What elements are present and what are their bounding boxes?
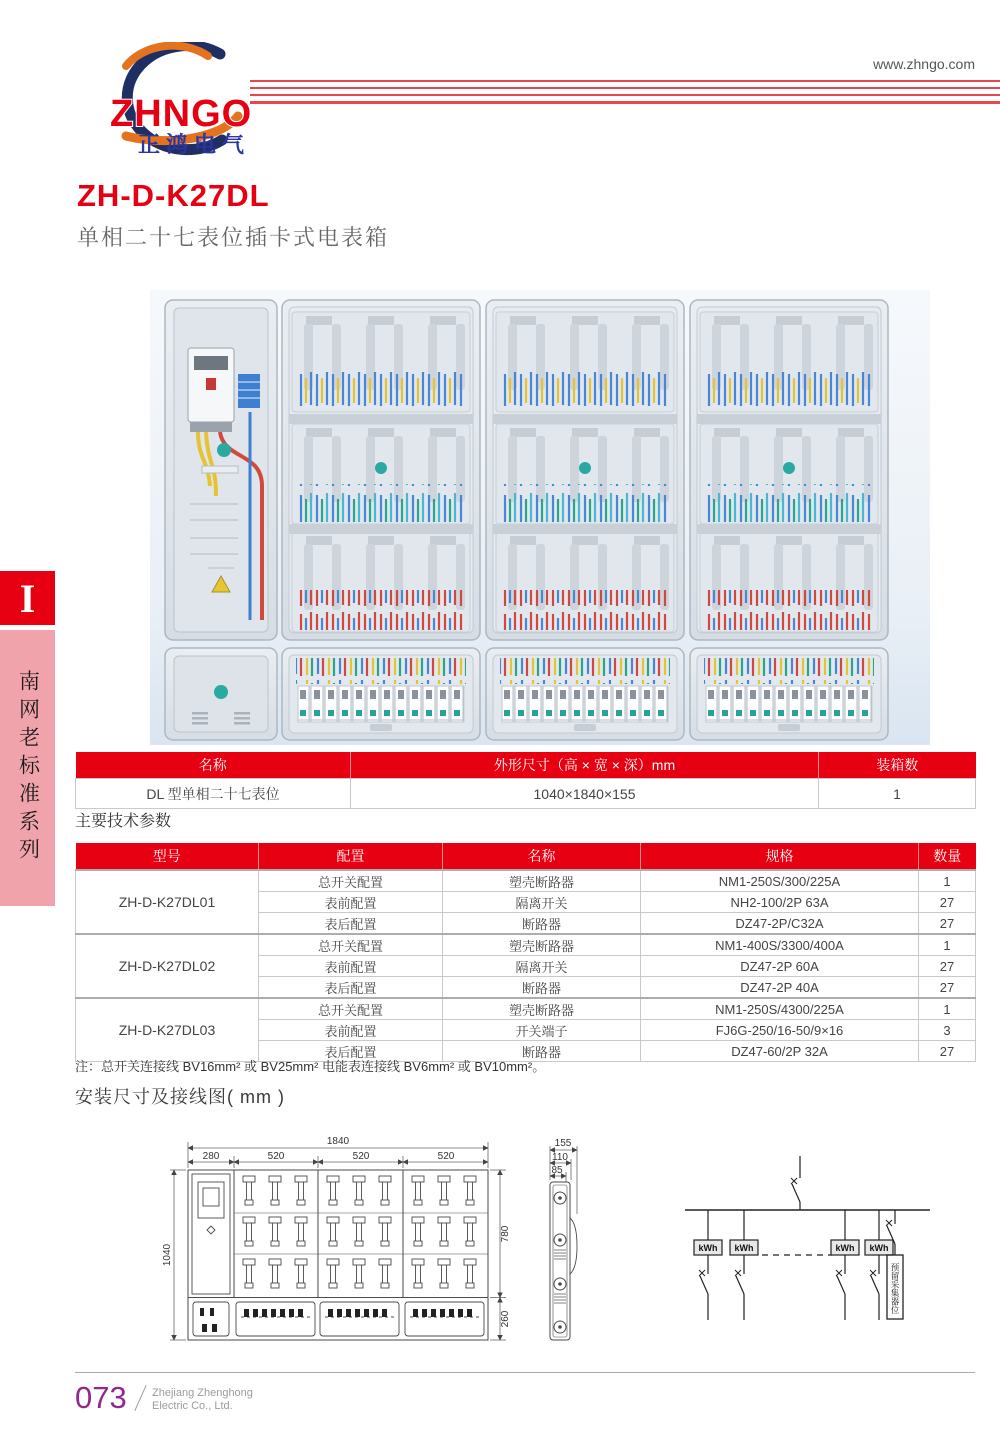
photo-meter-panel (486, 300, 684, 640)
cell-spec: NH2-100/2P 63A (641, 892, 919, 913)
header-rule (250, 94, 1000, 96)
product-photo (150, 290, 930, 745)
header-cell: 配置 (259, 843, 443, 870)
dim-lower: 260 (500, 1310, 511, 1328)
cell-spec: DZ47-60/2P 32A (641, 1041, 919, 1062)
table-row (76, 934, 976, 956)
cell-spec: NM1-400S/3300/400A (641, 934, 919, 956)
cell-config: 总开关配置 (259, 934, 443, 956)
footer-slash (134, 1385, 146, 1411)
dim-upper: 780 (500, 1225, 511, 1243)
footer-divider (75, 1372, 975, 1373)
header-cell: 规格 (641, 843, 919, 870)
cell-model: ZH-D-K27DL02 (76, 934, 259, 998)
cell-name: 断路器 (443, 1041, 641, 1062)
header-cell: 装箱数 (819, 752, 976, 779)
cell-name: DL 型单相二十七表位 (76, 779, 351, 809)
logo-wordmark: ZHNGO (110, 93, 253, 135)
cell-name: 断路器 (443, 977, 641, 999)
cell-spec: DZ47-2P 60A (641, 956, 919, 977)
technical-drawings (150, 1122, 980, 1374)
cell-qty: 27 (919, 892, 976, 913)
header-cell: 数量 (919, 843, 976, 870)
side-view-drawing (550, 1138, 577, 1340)
website-url: www.zhngo.com (873, 56, 975, 72)
cell-config: 表前配置 (259, 1020, 443, 1041)
header-cell: 名称 (76, 752, 351, 779)
cell-config: 表前配置 (259, 956, 443, 977)
dim-height: 1040 (162, 1243, 173, 1267)
table-header-row (76, 752, 976, 779)
product-name: 单相二十七表位插卡式电表箱 (77, 225, 390, 250)
cell-qty: 3 (919, 1020, 976, 1041)
dim-depth: 155 (554, 1138, 572, 1149)
cell-name: 开关端子 (443, 1020, 641, 1041)
cell-qty: 1 (819, 779, 976, 809)
cell-qty: 27 (919, 977, 976, 999)
cell-spec: DZ47-2P 40A (641, 977, 919, 999)
cell-spec: NM1-250S/4300/225A (641, 998, 919, 1020)
cell-spec: DZ47-2P/C32A (641, 913, 919, 935)
specs-heading: 主要技术参数 (75, 813, 172, 830)
cell-spec: FJ6G-250/16-50/9×16 (641, 1020, 919, 1041)
kwh-meter-label: kWh (698, 1243, 718, 1253)
kwh-meter-label: kWh (869, 1243, 889, 1253)
header-cell: 名称 (443, 843, 641, 870)
reserved-collector-label: 预留采集器位 (890, 1262, 900, 1314)
cell-qty: 27 (919, 1041, 976, 1062)
specs-table (75, 843, 976, 1062)
dim-col: 520 (352, 1151, 370, 1162)
photo-left-bottom (165, 648, 277, 740)
photo-breaker-compartment (282, 648, 480, 740)
table-row (76, 998, 976, 1020)
cell-name: 塑壳断路器 (443, 934, 641, 956)
header-rule (250, 80, 1000, 82)
dim-col: 280 (202, 1151, 220, 1162)
cell-spec: NM1-250S/300/225A (641, 870, 919, 892)
overview-table (75, 752, 976, 809)
photo-meter-panel (690, 300, 888, 640)
cell-qty: 1 (919, 934, 976, 956)
front-view-drawing (162, 1136, 511, 1340)
cell-dimensions: 1040×1840×155 (351, 779, 819, 809)
cell-config: 总开关配置 (259, 998, 443, 1020)
dim-total-width: 1840 (326, 1136, 350, 1147)
sidebar-series-tab (0, 630, 55, 906)
cell-config: 表后配置 (259, 977, 443, 999)
cell-model: ZH-D-K27DL03 (76, 998, 259, 1062)
meter-branch (694, 1210, 722, 1320)
photo-left-column (165, 300, 277, 640)
footer-company (152, 1387, 253, 1413)
cell-qty: 27 (919, 956, 976, 977)
dim-col: 520 (437, 1151, 455, 1162)
cell-name: 断路器 (443, 913, 641, 935)
cell-config: 表后配置 (259, 1041, 443, 1062)
footer-company-line1: Zhejiang Zhenghong (152, 1387, 253, 1399)
sidebar-series-label: 南网老标准系列 (16, 670, 40, 866)
dim-depth-inner: 110 (552, 1152, 568, 1163)
header-rule (250, 101, 1000, 104)
header-rule (250, 87, 1000, 89)
cell-qty: 1 (919, 870, 976, 892)
kwh-meter-label: kWh (835, 1243, 855, 1253)
dim-col: 520 (267, 1151, 285, 1162)
cell-qty: 1 (919, 998, 976, 1020)
header-cell: 外形尺寸（高 × 宽 × 深）mm (351, 752, 819, 779)
kwh-meter-label: kWh (734, 1243, 754, 1253)
note-text: 注：总开关连接线 BV16mm² 或 BV25mm² 电能表连接线 BV6mm² 或 BV10mm²。 (75, 1059, 546, 1074)
footer-company-line2: Electric Co., Ltd. (152, 1400, 233, 1412)
cell-name: 隔离开关 (443, 956, 641, 977)
table-row (76, 870, 976, 892)
cell-name: 塑壳断路器 (443, 870, 641, 892)
cell-model: ZH-D-K27DL01 (76, 870, 259, 934)
meter-branch (831, 1210, 859, 1320)
page-number: 073 (75, 1380, 127, 1415)
photo-breaker-compartment (486, 648, 684, 740)
dim-depth-door: 85 (551, 1165, 563, 1176)
table-header-row (76, 843, 976, 870)
sidebar-index-badge (0, 571, 55, 625)
cell-name: 塑壳断路器 (443, 998, 641, 1020)
sidebar-index-letter: I (19, 575, 36, 621)
header-cell: 型号 (76, 843, 259, 870)
cell-config: 表前配置 (259, 892, 443, 913)
photo-meter-panel (282, 300, 480, 640)
photo-breaker-compartment (690, 648, 888, 740)
page-title: ZH-D-K27DL (77, 178, 270, 213)
meter-branch (730, 1210, 758, 1320)
install-heading: 安装尺寸及接线图( mm ) (75, 1087, 285, 1107)
table-row (76, 779, 976, 809)
cell-config: 总开关配置 (259, 870, 443, 892)
cell-name: 隔离开关 (443, 892, 641, 913)
cell-config: 表后配置 (259, 913, 443, 935)
logo-chinese-name: 正鸿电气 (138, 132, 251, 157)
cell-qty: 27 (919, 913, 976, 935)
